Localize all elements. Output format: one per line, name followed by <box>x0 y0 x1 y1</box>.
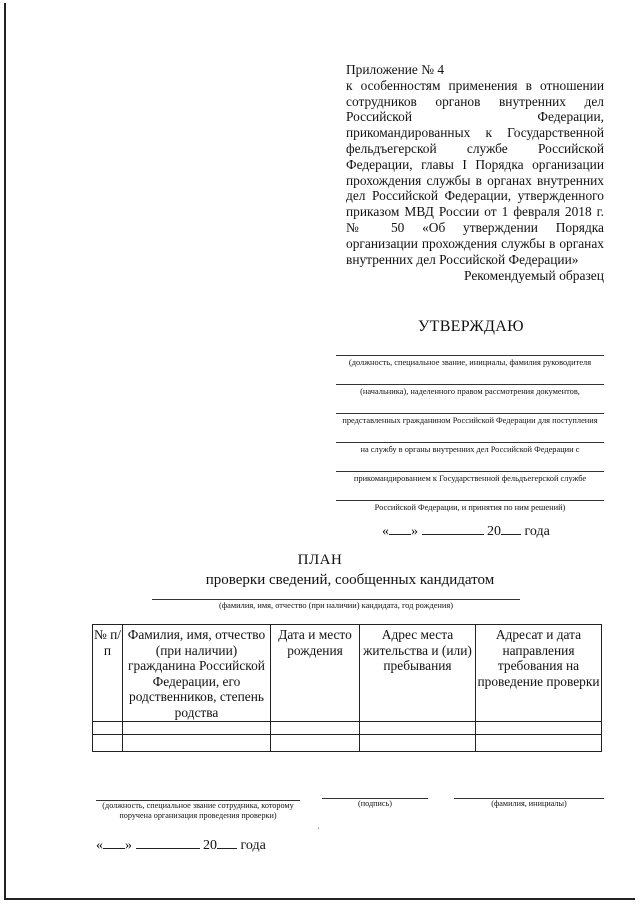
approve-date-month-blank <box>422 522 484 535</box>
approver-caption-6: Российской Федерации, и принятия по ним решений) <box>374 503 566 512</box>
executor-signature-caption: (подпись) <box>358 799 392 808</box>
executor-date-open-quote: « <box>96 838 103 853</box>
approver-line-2 <box>336 384 604 385</box>
executor-position-caption: (должность, специальное звание сотрудника, которому поручена организация проведения проверки) <box>102 801 294 820</box>
appendix-block <box>346 62 604 267</box>
plan-table <box>92 624 602 752</box>
candidate-caption: (фамилия, имя, отчество (при наличии) кандидата, год рождения) <box>218 601 454 610</box>
approve-date-day-blank <box>389 522 411 535</box>
executor-date-year-word: года <box>240 838 266 853</box>
approve-date-year-prefix: 20 <box>487 524 501 539</box>
table-cell <box>93 735 123 752</box>
approver-line-3 <box>336 413 604 414</box>
appendix-text: к особенностям применения в отношении сотрудников органов внутренних дел Российской Федерации, прикомандированных к Государственной фельдъегерской службе Российской Федерации, главы I Порядка организации прохождения службы в органах внутренних дел Российской Федерации, утвержденного приказом МВД России от 1 февраля 2018 г. № 50 «Об утверждении Порядка организации прохождения службы в органах внутренних дел Российской Федерации» <box>346 77 604 267</box>
table-cell <box>360 735 476 752</box>
recommended-sample-label: Рекомендуемый образец <box>463 268 604 283</box>
executor-date-close-quote: » <box>125 838 132 853</box>
header-address: Адрес места жительства и (или) пребывания <box>360 625 476 722</box>
executor-date <box>96 836 266 854</box>
table-cell <box>271 722 360 735</box>
table-row <box>93 735 602 752</box>
approve-date-open-quote: « <box>382 524 389 539</box>
approver-caption-5: прикомандированием к Государственной фельдъегерской службе <box>353 474 587 483</box>
header-birth: Дата и место рождения <box>271 625 360 722</box>
table-cell <box>360 722 476 735</box>
executor-date-year-blank <box>217 836 237 849</box>
header-addressee: Адресат и дата направления требования на проведение проверки <box>476 625 602 722</box>
executor-date-day-blank <box>103 836 125 849</box>
approver-line-6 <box>336 500 604 501</box>
approver-caption-3: представленных гражданином Российской Федерации для поступления <box>342 416 598 425</box>
appendix-heading: Приложение № 4 <box>346 62 445 77</box>
approve-date-close-quote: » <box>411 524 418 539</box>
approve-date-year-word: года <box>524 524 550 539</box>
approve-date <box>382 522 550 540</box>
table-cell <box>123 735 271 752</box>
table-header-row <box>93 625 602 722</box>
scan-mark: ' <box>318 826 320 835</box>
table-row <box>93 722 602 735</box>
header-number: № п/п <box>93 625 123 722</box>
table-cell <box>123 722 271 735</box>
plan-subtitle: проверки сведений, сообщенных кандидатом <box>205 572 495 588</box>
candidate-line <box>152 599 520 600</box>
approver-line-4 <box>336 442 604 443</box>
plan-title: ПЛАН <box>297 552 343 568</box>
approver-caption-2: (начальника), наделенного правом рассмотрения документов, <box>360 387 580 396</box>
table-cell <box>271 735 360 752</box>
table-cell <box>93 722 123 735</box>
approver-line-1 <box>336 355 604 356</box>
table-cell <box>476 722 602 735</box>
executor-name-caption: (фамилия, инициалы) <box>491 799 567 808</box>
executor-date-month-blank <box>136 836 200 849</box>
header-full-name: Фамилия, имя, отчество (при наличии) гражданина Российской Федерации, его родственников, степень родства <box>123 625 271 722</box>
executor-date-year-prefix: 20 <box>203 838 217 853</box>
approver-caption-1: (должность, специальное звание, инициалы, фамилия руководителя <box>348 358 592 367</box>
approver-caption-4: на службу в органы внутренних дел Российской Федерации с <box>360 445 580 454</box>
approve-title: УТВЕРЖДАЮ <box>418 318 524 335</box>
table-cell <box>476 735 602 752</box>
approver-line-5 <box>336 471 604 472</box>
approve-date-year-blank <box>501 522 521 535</box>
